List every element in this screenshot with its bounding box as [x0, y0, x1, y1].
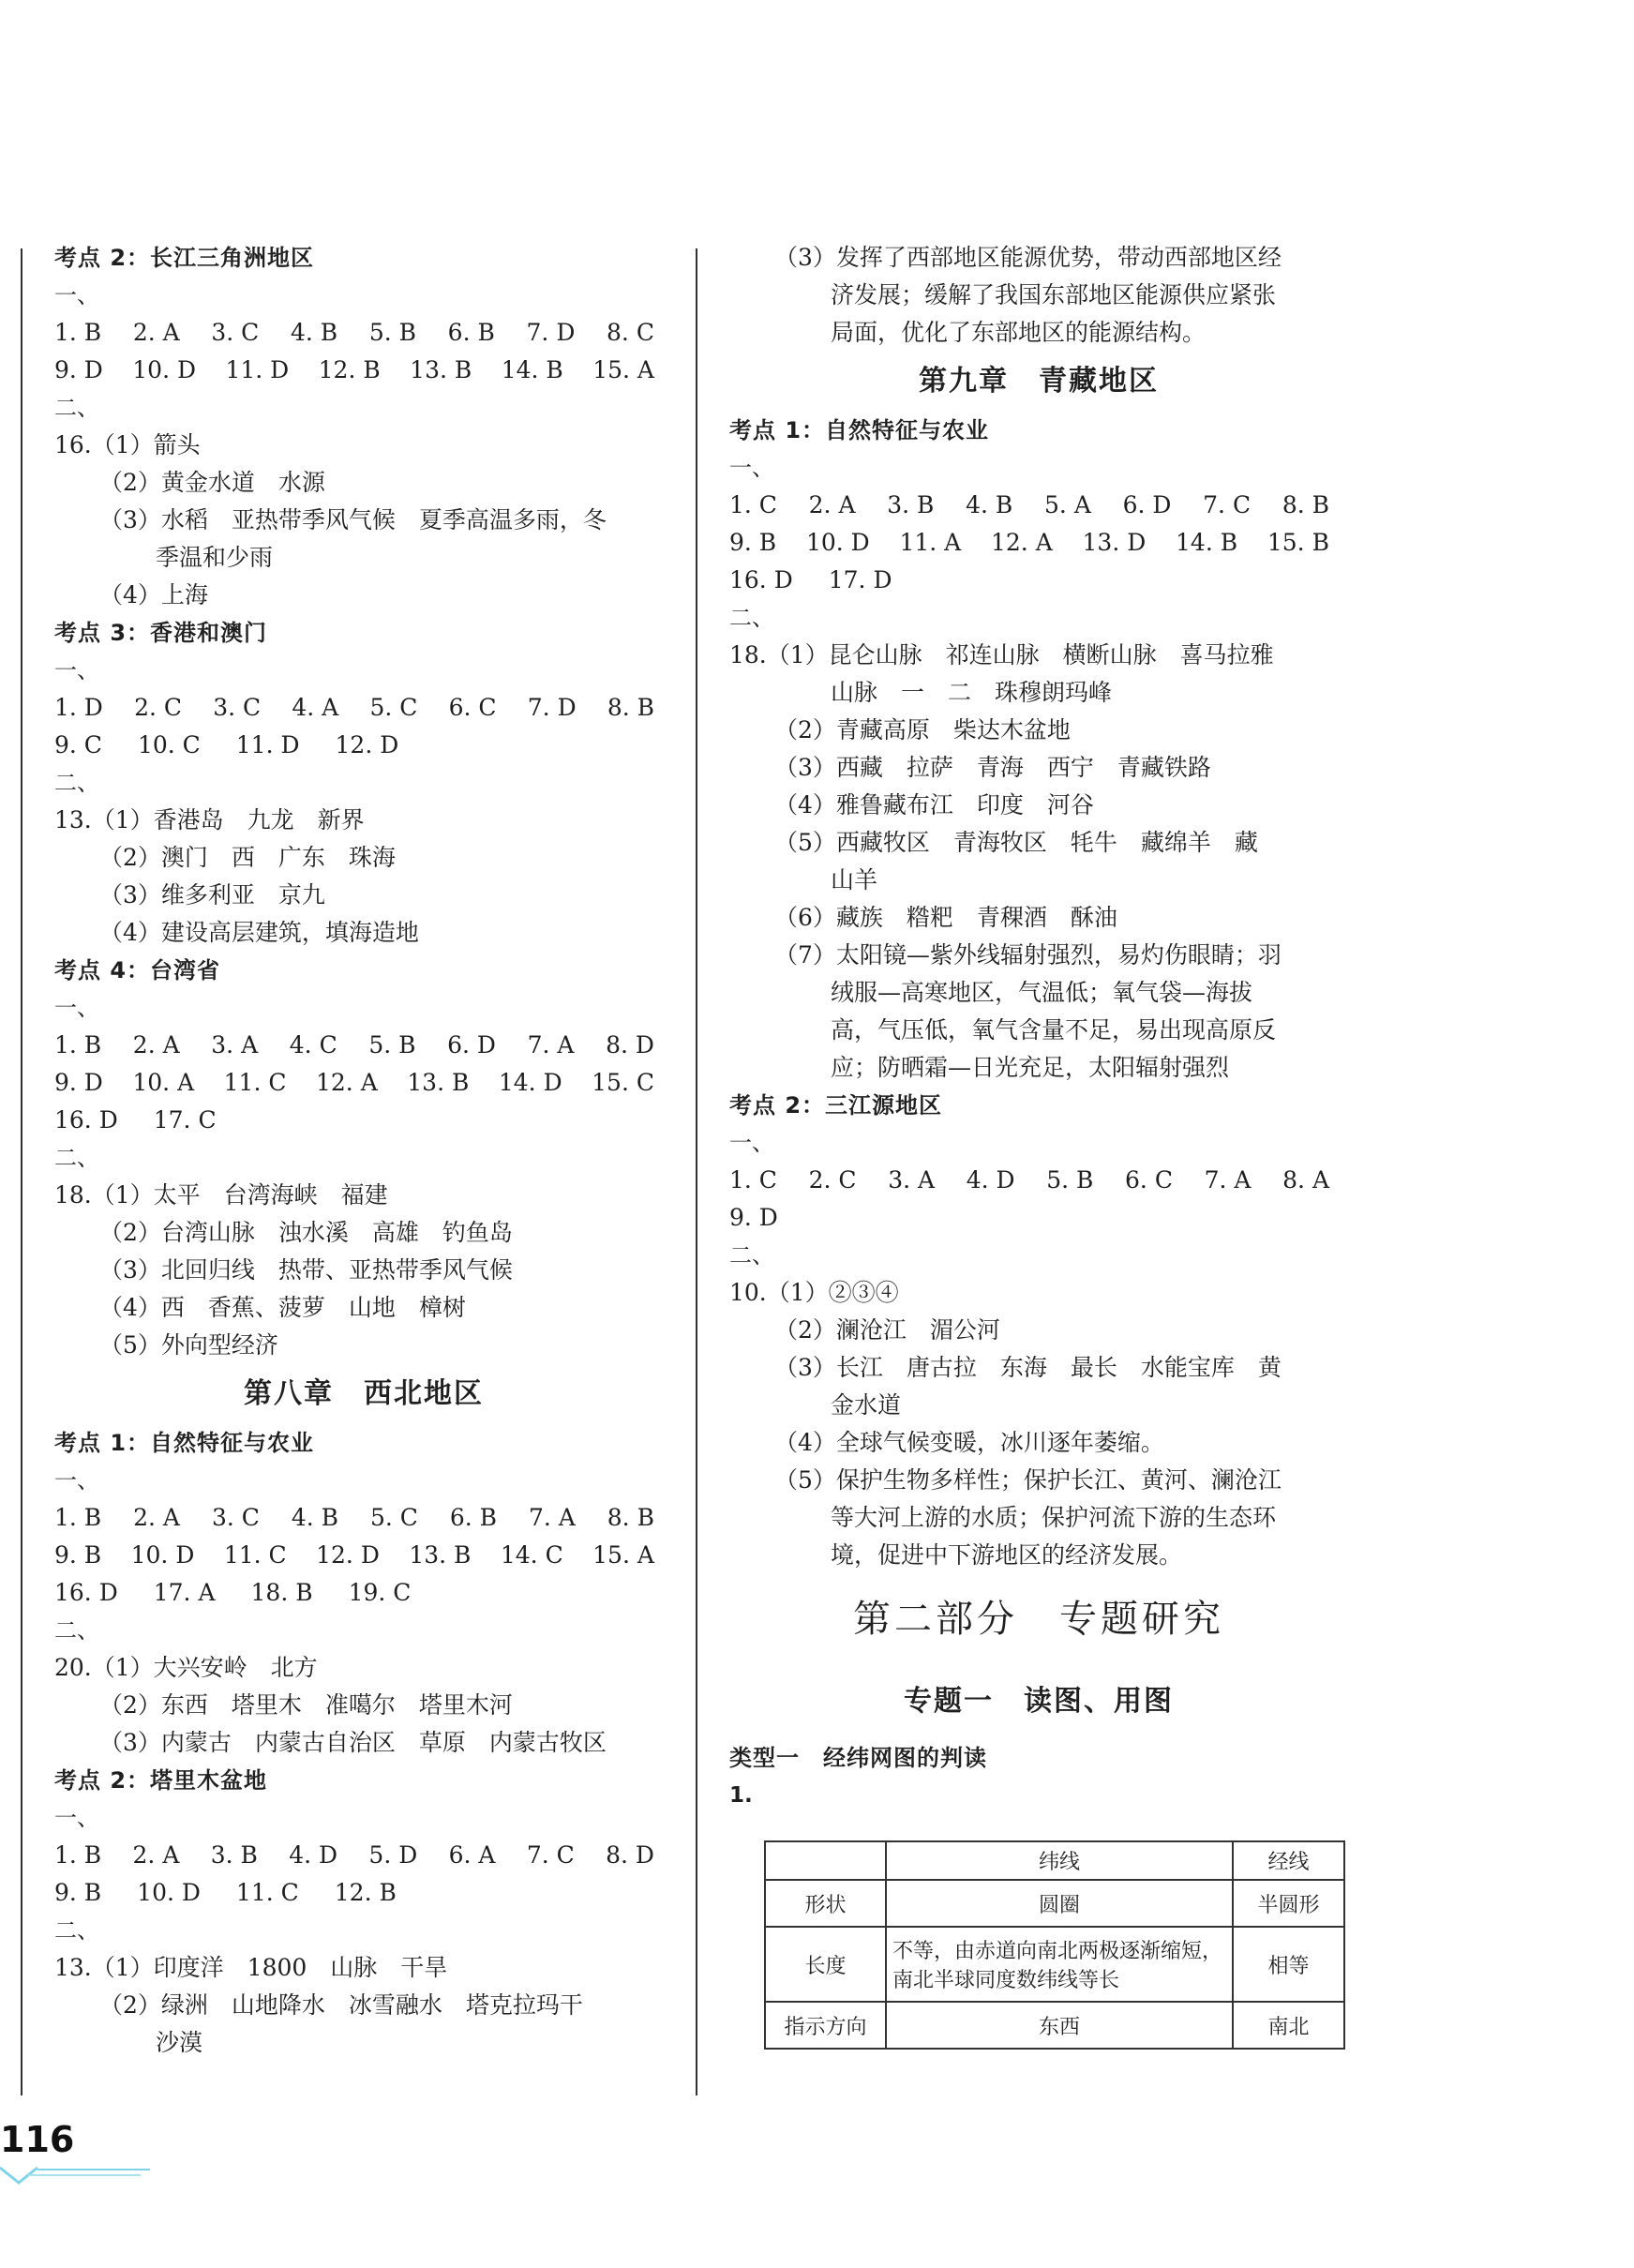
answer-item: 8. A: [1282, 1166, 1329, 1194]
answer-item: 11. A: [899, 529, 962, 556]
answer-row: [54, 1574, 673, 1612]
answer-item: 3. C: [211, 1504, 260, 1531]
answer-line: 20.（1）大兴安岭 北方: [54, 1654, 318, 1681]
answer-item: 4. B: [291, 1504, 338, 1531]
answer-item: 6. A: [448, 1841, 496, 1869]
answer-row: [54, 1102, 673, 1139]
answer-item: 9. D: [54, 356, 103, 383]
answer-item: 3. B: [887, 491, 935, 518]
answer-item: 5. B: [368, 319, 416, 346]
answer-line: （4）全球气候变暖，冰川逐年萎缩。: [774, 1429, 1164, 1456]
answer-item: 9. B: [54, 1879, 102, 1906]
answer-line: （2）澜沧江 湄公河: [774, 1316, 1000, 1344]
part-label: 一、: [54, 995, 99, 1021]
latitude-longitude-table: [764, 1840, 1345, 2050]
answer-item: 8. B: [607, 1504, 654, 1531]
answer-line: 16.（1）箭头: [54, 431, 201, 458]
right-column: [729, 239, 1348, 1814]
answer-item: 3. C: [211, 319, 260, 346]
answer-item: 1. C: [729, 1166, 777, 1194]
answer-item: 10. A: [132, 1069, 195, 1096]
answer-item: 7. A: [1204, 1166, 1252, 1194]
answer-row: [54, 727, 673, 764]
answer-item: 4. D: [966, 1166, 1015, 1194]
answer-item: 7. D: [527, 694, 577, 721]
answer-line: （4）建设高层建筑，填海造地: [99, 919, 419, 946]
answer-item: 2. C: [134, 694, 182, 721]
answer-line: 13.（1）香港岛 九龙 新界: [54, 806, 365, 834]
answer-item: 6. C: [1125, 1166, 1173, 1194]
answer-item: 9. D: [729, 1204, 778, 1231]
answer-line: （2）台湾山脉 浊水溪 高雄 钓鱼岛: [99, 1219, 513, 1246]
section-heading: 考点 1：自然特征与农业: [54, 1430, 315, 1456]
table-header-row: [765, 1841, 1344, 1880]
answer-line: （3）水稻 亚热带季风气候 夏季高温多雨，冬: [99, 506, 607, 533]
table-row: [765, 1880, 1344, 1927]
answer-item: 16. D: [54, 1579, 118, 1606]
table-cell: 指示方向: [765, 2002, 886, 2049]
answer-item: 4. A: [292, 694, 339, 721]
answer-item: 2. A: [132, 1031, 180, 1059]
answer-item: 12. D: [335, 731, 399, 759]
answer-item: 3. B: [210, 1841, 258, 1869]
answer-item: 11. C: [223, 1069, 287, 1096]
answer-item: 15. A: [592, 1541, 654, 1569]
answer-item: 5. B: [1046, 1166, 1094, 1194]
answer-line: （3）维多利亚 京九: [99, 881, 325, 909]
answer-item: 6. B: [449, 1504, 498, 1531]
answer-item: 8. B: [1282, 491, 1329, 518]
answer-row: [54, 1537, 654, 1574]
section-heading: 考点 2：三江源地区: [729, 1092, 943, 1119]
answer-line: （7）太阳镜—紫外线辐射强烈，易灼伤眼睛；羽: [774, 941, 1282, 969]
answer-item: 8. D: [606, 1031, 654, 1059]
answer-item: 2. A: [808, 491, 856, 518]
answer-item: 13. B: [409, 1541, 472, 1569]
answer-item: 16. D: [729, 566, 793, 593]
answer-item: 7. A: [528, 1504, 576, 1531]
answer-line: （6）藏族 糌粑 青稞酒 酥油: [774, 904, 1117, 931]
answer-item: 13. B: [410, 356, 472, 383]
column-divider: [696, 248, 697, 2095]
page-number: 116: [0, 2119, 75, 2160]
answer-line: （5）保护生物多样性；保护长江、黄河、澜沧江: [774, 1466, 1282, 1494]
answer-line: （3）长江 唐古拉 东海 最长 水能宝库 黄: [774, 1354, 1282, 1381]
answer-item: 15. A: [592, 356, 654, 383]
section-heading: 考点 1：自然特征与农业: [729, 417, 990, 443]
answer-row: [729, 524, 1329, 562]
answer-item: 18. B: [250, 1579, 313, 1606]
table-cell: 纬线: [886, 1841, 1233, 1880]
answer-item: 1. D: [54, 694, 103, 721]
answer-row: [54, 1064, 654, 1102]
table-cell: 半圆形: [1233, 1880, 1344, 1927]
answer-row: [54, 1027, 654, 1064]
answer-line: 10.（1）②③④: [729, 1279, 899, 1306]
answer-row: [54, 689, 654, 727]
answer-item: 3. C: [213, 694, 262, 721]
answer-item: 6. D: [447, 1031, 496, 1059]
table-cell: 圆圈: [886, 1880, 1233, 1927]
answer-item: 10. D: [132, 356, 197, 383]
table-cell: 相等: [1233, 1927, 1344, 2002]
answer-item: 1. B: [54, 1841, 102, 1869]
answer-line: 境，促进中下游地区的经济发展。: [831, 1541, 1183, 1569]
answer-item: 10. D: [137, 1879, 201, 1906]
part-label: 一、: [54, 1805, 99, 1831]
part-title: 第二部分 专题研究: [853, 1598, 1224, 1641]
answer-item: 5. B: [368, 1031, 416, 1059]
part-label: 二、: [54, 1617, 99, 1644]
answer-item: 6. B: [447, 319, 495, 346]
answer-item: 12. B: [318, 356, 381, 383]
answer-item: 4. B: [290, 319, 338, 346]
answer-row: [54, 1837, 654, 1874]
answer-line: 局面，优化了东部地区的能源结构。: [831, 319, 1207, 346]
answer-row: [54, 1874, 673, 1912]
answer-item: 15. B: [1267, 529, 1329, 556]
answer-item: 9. B: [54, 1541, 102, 1569]
answer-item: 4. D: [289, 1841, 338, 1869]
left-margin-rule: [21, 248, 22, 2095]
answer-line: 应；防晒霜—日光充足，太阳辐射强烈: [831, 1054, 1230, 1081]
answer-item: 15. C: [592, 1069, 654, 1096]
question-number: 1.: [729, 1783, 753, 1808]
answer-line: 等大河上游的水质；保护河流下游的生态环: [831, 1504, 1277, 1531]
section-heading: 考点 2：塔里木盆地: [54, 1767, 268, 1794]
answer-line: 季温和少雨: [156, 544, 274, 571]
answer-item: 6. C: [448, 694, 497, 721]
section-heading: 考点 4：台湾省: [54, 957, 221, 984]
answer-item: 12. A: [316, 1069, 378, 1096]
answer-line: （4）雅鲁藏布江 印度 河谷: [774, 791, 1094, 819]
table-cell: 长度: [765, 1927, 886, 2002]
answer-line: （3）西藏 拉萨 青海 西宁 青藏铁路: [774, 754, 1211, 781]
answer-line: （3）北回归线 热带、亚热带季风气候: [99, 1256, 513, 1284]
answer-item: 12. A: [990, 529, 1053, 556]
answer-item: 17. D: [828, 566, 892, 593]
answer-line: （2）青藏高原 柴达木盆地: [774, 716, 1071, 743]
part-label: 二、: [54, 770, 99, 796]
table-row: [765, 1927, 1344, 2002]
answer-line: （3）发挥了西部地区能源优势，带动西部地区经: [774, 244, 1282, 271]
table-cell: 经线: [1233, 1841, 1344, 1880]
table-cell: 形状: [765, 1880, 886, 1927]
part-label: 一、: [54, 1467, 99, 1494]
answer-item: 5. C: [369, 1504, 418, 1531]
table-row: [765, 2002, 1344, 2049]
answer-item: 1. B: [54, 319, 102, 346]
answer-line: （2）东西 塔里木 准噶尔 塔里木河: [99, 1691, 513, 1719]
answer-item: 8. B: [607, 694, 654, 721]
answer-row: [54, 314, 654, 352]
answer-item: 13. B: [407, 1069, 470, 1096]
table-cell: 不等，由赤道向南北两极逐渐缩短，南北半球同度数纬线等长: [886, 1927, 1233, 2002]
answer-item: 4. C: [289, 1031, 337, 1059]
answer-item: 12. B: [334, 1879, 397, 1906]
answer-line: 13.（1）印度洋 1800 山脉 干旱: [54, 1954, 448, 1981]
answer-line: 18.（1）太平 台湾海峡 福建: [54, 1181, 388, 1209]
answer-line: 18.（1）昆仑山脉 祁连山脉 横断山脉 喜马拉雅: [729, 641, 1274, 668]
answer-item: 17. A: [153, 1579, 216, 1606]
answer-row: [729, 1162, 1329, 1199]
answer-item: 2. A: [132, 1841, 180, 1869]
page-corner-decoration: [0, 2166, 150, 2185]
answer-item: 7. C: [526, 1841, 575, 1869]
section-heading: 考点 3：香港和澳门: [54, 620, 268, 646]
answer-item: 10. D: [130, 1541, 195, 1569]
answer-item: 11. D: [235, 731, 300, 759]
answer-row: [729, 487, 1329, 524]
answer-item: 7. D: [526, 319, 576, 346]
answer-line: 济发展；缓解了我国东部地区能源供应紧张: [831, 281, 1277, 308]
answer-line: （2）黄金水道 水源: [99, 469, 325, 496]
answer-item: 16. D: [54, 1106, 118, 1134]
answer-item: 11. C: [223, 1541, 287, 1569]
answer-item: 8. C: [607, 319, 654, 346]
answer-line: （3）内蒙古 内蒙古自治区 草原 内蒙古牧区: [99, 1729, 607, 1756]
part-label: 二、: [54, 395, 99, 421]
topic-title: 专题一 读图、用图: [904, 1685, 1174, 1718]
table-cell: 东西: [886, 2002, 1233, 2049]
answer-item: 6. D: [1122, 491, 1172, 518]
part-label: 一、: [54, 657, 99, 683]
answer-item: 2. A: [133, 1504, 180, 1531]
answer-item: 9. B: [729, 529, 777, 556]
answer-item: 14. B: [501, 356, 563, 383]
answer-line: （4）上海: [99, 581, 208, 608]
answer-item: 5. C: [369, 694, 418, 721]
answer-item: 9. D: [54, 1069, 103, 1096]
answer-item: 14. C: [500, 1541, 563, 1569]
answer-item: 11. C: [235, 1879, 299, 1906]
part-label: 一、: [54, 282, 99, 308]
answer-line: 沙漠: [156, 2029, 203, 2056]
part-label: 二、: [54, 1145, 99, 1171]
answer-item: 5. D: [368, 1841, 418, 1869]
answer-line: 绒服—高寒地区，气温低；氧气袋—海拔: [831, 979, 1253, 1006]
answer-item: 19. C: [348, 1579, 412, 1606]
answer-line: 山羊: [831, 866, 878, 894]
answer-item: 8. D: [606, 1841, 654, 1869]
answer-line: （5）外向型经济: [99, 1331, 278, 1359]
part-label: 二、: [729, 605, 774, 631]
table-cell: [765, 1841, 886, 1880]
answer-line: 金水道: [831, 1391, 902, 1419]
answer-item: 11. D: [225, 356, 290, 383]
answer-item: 3. A: [211, 1031, 259, 1059]
part-label: 一、: [729, 455, 774, 481]
type-heading: 类型一 经纬网图的判读: [729, 1745, 987, 1771]
answer-item: 4. B: [966, 491, 1013, 518]
answer-item: 14. D: [498, 1069, 562, 1096]
answer-line: （5）西藏牧区 青海牧区 牦牛 藏绵羊 藏: [774, 829, 1258, 856]
part-label: 一、: [729, 1130, 774, 1156]
answer-item: 1. B: [54, 1031, 102, 1059]
answer-item: 17. C: [153, 1106, 217, 1134]
part-label: 二、: [729, 1242, 774, 1269]
section-heading: 考点 2：长江三角洲地区: [54, 245, 315, 271]
answer-item: 3. A: [888, 1166, 936, 1194]
answer-line: （4）西 香蕉、菠萝 山地 樟树: [99, 1294, 466, 1321]
answer-line: （2）绿洲 山地降水 冰雪融水 塔克拉玛干: [99, 1991, 583, 2019]
chapter-title: 第八章 西北地区: [244, 1377, 484, 1410]
answer-item: 5. A: [1044, 491, 1091, 518]
answer-line: （2）澳门 西 广东 珠海: [99, 844, 396, 871]
answer-item: 2. A: [132, 319, 180, 346]
answer-item: 13. D: [1082, 529, 1147, 556]
answer-line: 山脉 一 二 珠穆朗玛峰: [831, 679, 1113, 706]
answer-row: [54, 352, 654, 389]
left-column: [54, 239, 673, 2062]
answer-item: 7. C: [1203, 491, 1252, 518]
answer-item: 2. C: [808, 1166, 857, 1194]
answer-item: 14. B: [1176, 529, 1238, 556]
answer-item: 10. D: [805, 529, 870, 556]
answer-item: 10. C: [137, 731, 201, 759]
answer-row: [729, 1199, 1348, 1237]
answer-item: 1. C: [729, 491, 777, 518]
table-cell: 南北: [1233, 2002, 1344, 2049]
answer-line: 高，气压低，氧气含量不足，易出现高原反: [831, 1016, 1277, 1044]
answer-row: [54, 1499, 654, 1537]
chapter-title: 第九章 青藏地区: [919, 365, 1159, 398]
answer-item: 7. A: [527, 1031, 575, 1059]
answer-row: [729, 562, 1348, 599]
answer-item: 1. B: [54, 1504, 102, 1531]
part-label: 二、: [54, 1917, 99, 1944]
answer-item: 9. C: [54, 731, 102, 759]
answer-item: 12. D: [316, 1541, 380, 1569]
